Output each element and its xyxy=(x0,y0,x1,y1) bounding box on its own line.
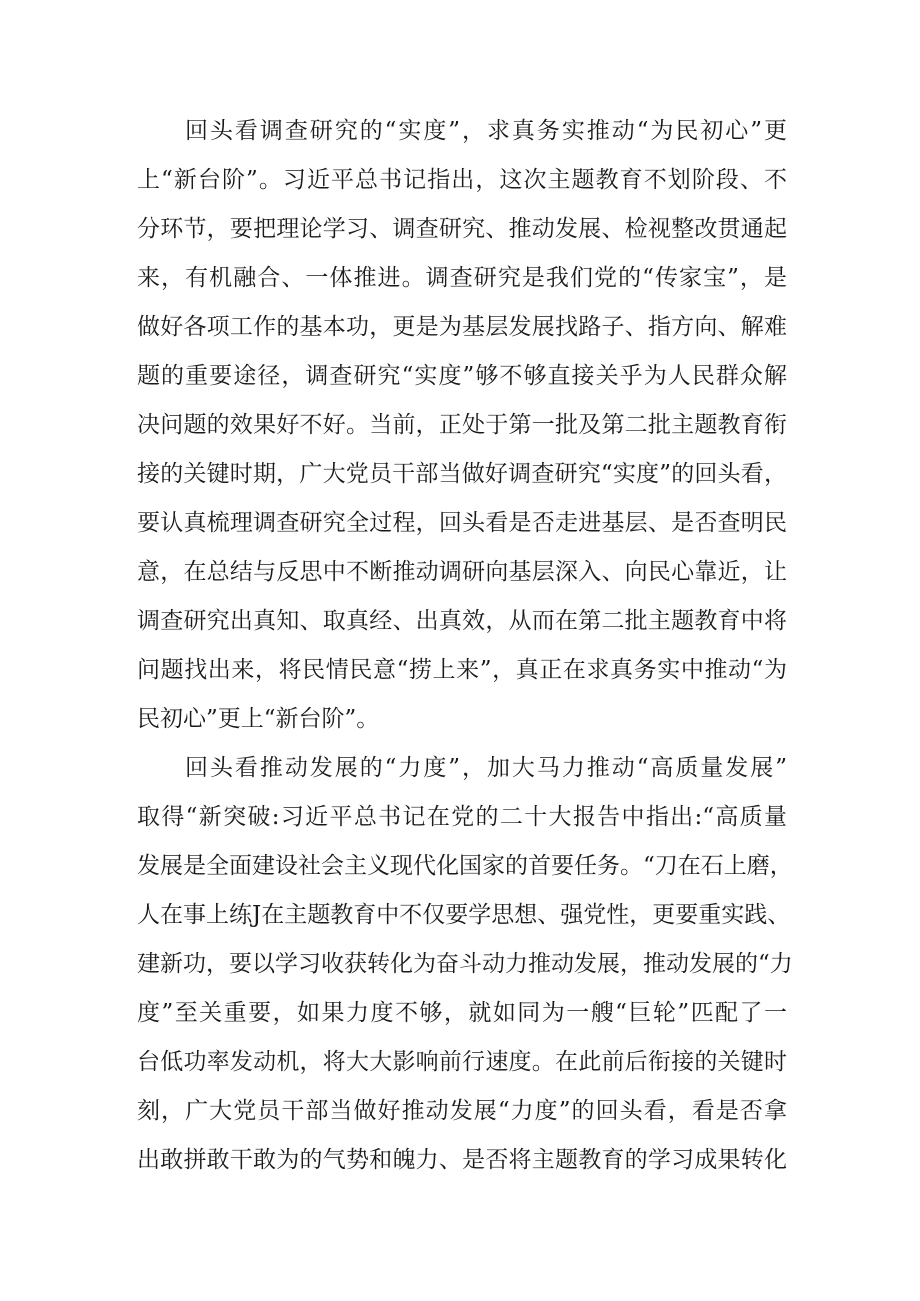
paragraph-2-line-2: 取得“新突破:习近平总书记在党的二十大报告中指出:“高质量 xyxy=(137,804,787,830)
paragraph-1-line-1: 回头看调查研究的“实度”，求真务实推动“为民初心”更 xyxy=(185,118,787,144)
paragraph-1-line-10: 意，在总结与反思中不断推动调研向基层深入、向民心靠近，让 xyxy=(137,559,787,585)
paragraph-1-line-6: 题的重要途径，调查研究“实度”够不够直接关乎为人民群众解 xyxy=(137,363,787,389)
paragraph-2-line-9: 出敢拼敢干敢为的气势和魄力、是否将主题教育的学习成果转化 xyxy=(137,1147,787,1173)
paragraph-1-line-7: 决问题的效果好不好。当前，正处于第一批及第二批主题教育衔 xyxy=(137,412,787,438)
paragraph-1-line-12: 问题找出来，将民情民意“捞上来”，真正在求真务实中推动“为 xyxy=(137,657,787,683)
paragraph-1-line-3: 分环节，要把理论学习、调查研究、推动发展、检视整改贯通起 xyxy=(137,216,787,242)
paragraph-2-line-1: 回头看推动发展的“力度”，加大马力推动“高质量发展” xyxy=(185,755,787,781)
paragraph-1-line-13: 民初心”更上“新台阶”。 xyxy=(137,706,380,732)
paragraph-2-line-5: 建新功，要以学习收获转化为奋斗动力推动发展，推动发展的“力 xyxy=(137,951,793,977)
paragraph-2-line-4: 人在事上练J在主题教育中不仅要学思想、强党性，更要重实践、 xyxy=(137,902,791,928)
paragraph-1-line-5: 做好各项工作的基本功，更是为基层发展找路子、指方向、解难 xyxy=(137,314,787,340)
paragraph-1-line-4: 来，有机融合、一体推进。调查研究是我们党的“传家宝”，是 xyxy=(137,265,787,291)
paragraph-2-line-7: 台低功率发动机，将大大影响前行速度。在此前后衔接的关键时 xyxy=(137,1049,787,1075)
paragraph-1-line-8: 接的关键时期，广大党员干部当做好调查研究“实度”的回头看， xyxy=(137,461,787,487)
paragraph-2-line-3: 发展是全面建设社会主义现代化国家的首要任务。“刀在石上磨， xyxy=(137,853,793,879)
paragraph-1-line-11: 调查研究出真知、取真经、出真效，从而在第二批主题教育中将 xyxy=(137,608,787,634)
paragraph-2-line-8: 刻，广大党员干部当做好推动发展“力度”的回头看，看是否拿 xyxy=(137,1098,787,1124)
paragraph-1-line-2: 上“新台阶”。习近平总书记指出，这次主题教育不划阶段、不 xyxy=(137,167,787,193)
paragraph-2-line-6: 度”至关重要，如果力度不够，就如同为一艘“巨轮”匹配了一 xyxy=(137,1000,787,1026)
paragraph-1-line-9: 要认真梳理调查研究全过程，回头看是否走进基层、是否查明民 xyxy=(137,510,787,536)
